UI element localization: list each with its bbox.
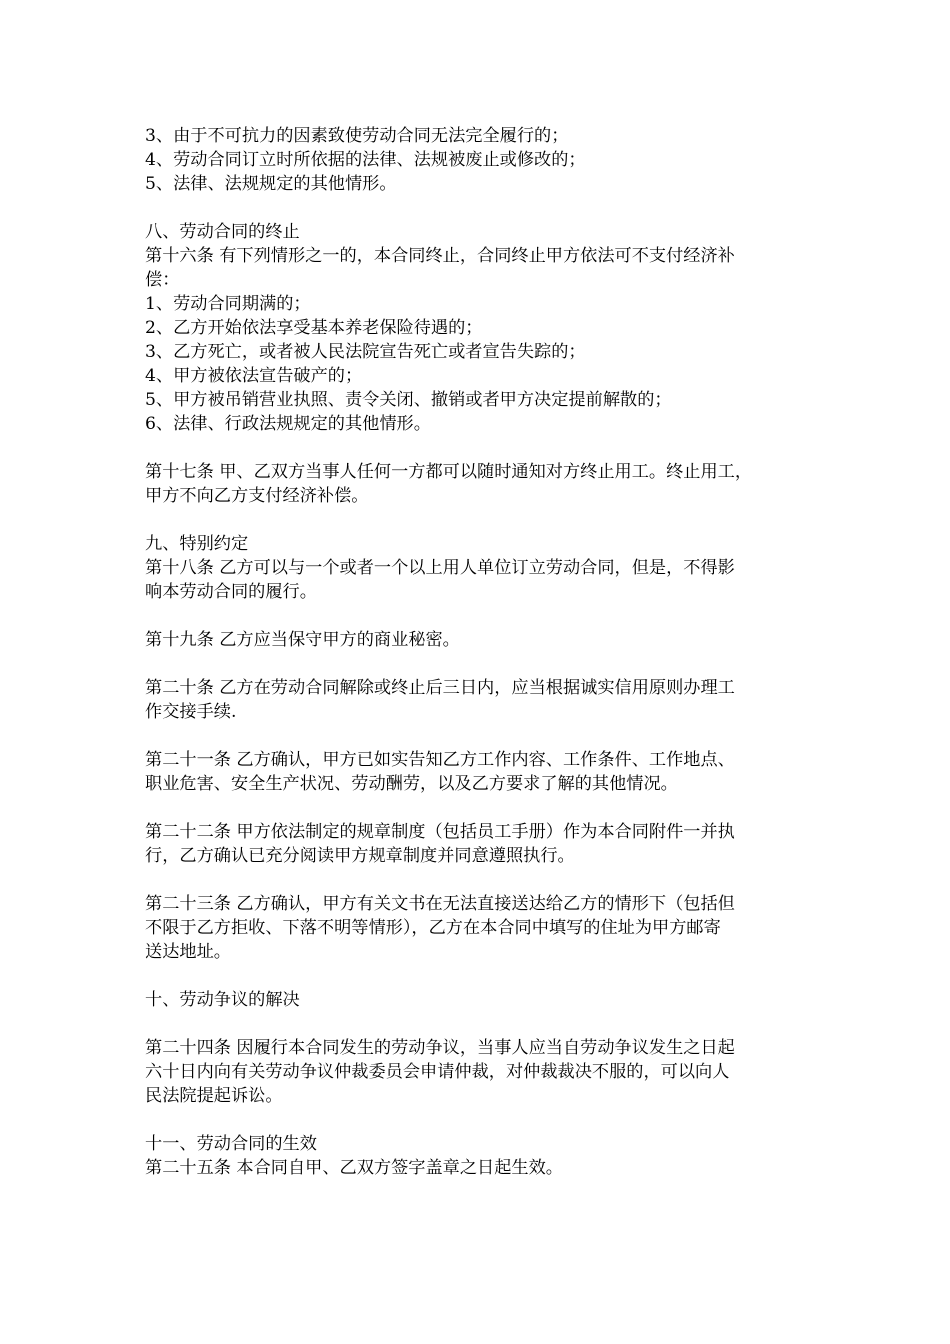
text-line: 第二十一条 乙方确认，甲方已如实告知乙方工作内容、工作条件、工作地点、	[145, 750, 735, 770]
text-line: 4、劳动合同订立时所依据的法律、法规被废止或修改的；	[145, 150, 586, 170]
blank-line	[145, 196, 825, 220]
text-line: 送达地址。	[145, 942, 231, 962]
blank-line	[145, 964, 825, 988]
section-heading: 十、劳动争议的解决	[145, 990, 300, 1010]
text-line: 第二十四条 因履行本合同发生的劳动争议，当事人应当自劳动争议发生之日起	[145, 1038, 735, 1058]
text-line: 第十七条 甲、乙双方当事人任何一方都可以随时通知对方终止用工。终止用工，	[145, 462, 753, 482]
blank-line	[145, 1108, 825, 1132]
text-line: 行，乙方确认已充分阅读甲方规章制度并同意遵照执行。	[145, 846, 575, 866]
text-line: 民法院提起诉讼。	[145, 1086, 283, 1106]
text-line: 作交接手续.	[145, 702, 237, 722]
text-line: 不限于乙方拒收、下落不明等情形），乙方在本合同中填写的住址为甲方邮寄	[145, 918, 721, 938]
text-line: 3、由于不可抗力的因素致使劳动合同无法完全履行的；	[145, 126, 569, 146]
text-line: 响本劳动合同的履行。	[145, 582, 317, 602]
blank-line	[145, 652, 825, 676]
blank-line	[145, 796, 825, 820]
text-line: 偿：	[145, 270, 180, 290]
text-line: 第十六条 有下列情形之一的，本合同终止，合同终止甲方依法可不支付经济补	[145, 246, 735, 266]
section-heading: 十一、劳动合同的生效	[145, 1134, 317, 1154]
section-heading: 九、特别约定	[145, 534, 249, 554]
text-line: 第二十条 乙方在劳动合同解除或终止后三日内，应当根据诚实信用原则办理工	[145, 678, 735, 698]
text-line: 6、法律、行政法规规定的其他情形。	[145, 414, 431, 434]
text-line: 5、甲方被吊销营业执照、责令关闭、撤销或者甲方决定提前解散的；	[145, 390, 672, 410]
text-line: 3、乙方死亡，或者被人民法院宣告死亡或者宣告失踪的；	[145, 342, 586, 362]
blank-line	[145, 724, 825, 748]
text-line: 职业危害、安全生产状况、劳动酬劳，以及乙方要求了解的其他情况。	[145, 774, 678, 794]
text-line: 2、乙方开始依法享受基本养老保险待遇的；	[145, 318, 483, 338]
text-line: 第二十三条 乙方确认，甲方有关文书在无法直接送达给乙方的情形下（包括但	[145, 894, 735, 914]
blank-line	[145, 868, 825, 892]
text-line: 甲方不向乙方支付经济补偿。	[145, 486, 369, 506]
text-line: 第二十二条 甲方依法制定的规章制度（包括员工手册）作为本合同附件一并执	[145, 822, 735, 842]
text-line: 4、甲方被依法宣告破产的；	[145, 366, 363, 386]
text-line: 5、法律、法规规定的其他情形。	[145, 174, 397, 194]
blank-line	[145, 436, 825, 460]
text-line: 第十八条 乙方可以与一个或者一个以上用人单位订立劳动合同，但是，不得影	[145, 558, 735, 578]
text-line: 第二十五条 本合同自甲、乙双方签字盖章之日起生效。	[145, 1158, 563, 1178]
blank-line	[145, 604, 825, 628]
text-line: 1、劳动合同期满的；	[145, 294, 311, 314]
blank-line	[145, 508, 825, 532]
document-body	[145, 124, 825, 1180]
text-line: 六十日内向有关劳动争议仲裁委员会申请仲裁，对仲裁裁决不服的，可以向人	[145, 1062, 730, 1082]
blank-line	[145, 1012, 825, 1036]
text-line: 第十九条 乙方应当保守甲方的商业秘密。	[145, 630, 460, 650]
section-heading: 八、劳动合同的终止	[145, 222, 300, 242]
